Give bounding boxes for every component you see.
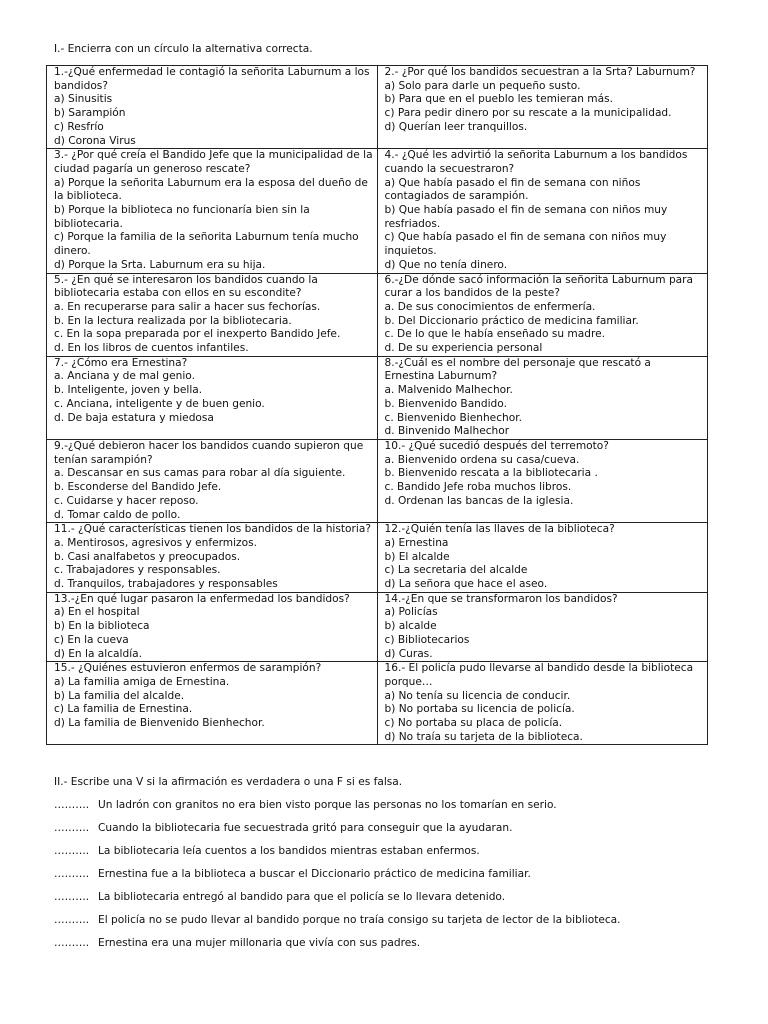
answer-option[interactable]: d. De baja estatura y miedosa [54,411,214,424]
answer-option[interactable]: d) En la alcaldía. [54,647,143,660]
answer-option[interactable]: a. Malvenido Malhechor. [384,384,513,397]
answer-option[interactable]: d. En los libros de cuentos infantiles. [54,342,249,355]
question-cell [47,439,378,522]
answer-option[interactable]: d. De su experiencia personal [384,342,543,355]
statement-item [54,799,714,822]
answer-blank[interactable]: ………. [54,868,90,880]
answer-option[interactable]: b) alcalde [384,620,437,633]
statement-text: La bibliotecaria entregó al bandido para que el policía se lo llevara detenido. [98,891,506,903]
answer-option[interactable]: b) No portaba su licencia de policía. [384,703,575,716]
statement-item [54,914,714,937]
answer-option[interactable]: b) Sarampión [54,107,126,120]
answer-option[interactable]: c. De lo que le había enseñado su madre. [384,328,605,341]
section2-title: II.- Escribe una V si la afirmación es verdadera o una F si es falsa. [54,776,403,788]
question-text: 2.- ¿Por qué los bandidos secuestran a la Srta? Laburnum? [384,66,696,78]
question-text: 1.-¿Qué enfermedad le contagió la señorita Laburnum a los bandidos? [54,66,370,92]
question-text: 7.- ¿Cómo era Ernestina? [54,356,188,369]
answer-option[interactable]: c) No portaba su placa de policía. [384,717,563,730]
answer-blank[interactable]: ………. [54,845,90,857]
answer-option[interactable]: a) Sinusitis [54,93,113,106]
question-cell [377,273,708,356]
question-text: 3.- ¿Por qué creía el Bandido Jefe que la municipalidad de la ciudad pagaría un generoso rescate? [54,149,373,175]
answer-option[interactable]: a. Mentirosos, agresivos y enfermizos. [54,536,257,549]
question-cell [47,273,378,356]
answer-option[interactable]: d. Tranquilos, trabajadores y responsables [54,578,278,591]
question-row [47,662,708,745]
question-cell [377,592,708,662]
question-row [47,592,708,662]
answer-option[interactable]: a. Anciana y de mal genio. [54,370,195,383]
question-cell [47,356,378,439]
answer-option[interactable]: a. Descansar en sus camas para robar al día siguiente. [54,467,346,480]
answer-option[interactable]: c) Resfrío [54,120,104,133]
answer-option[interactable]: d) Curas. [384,647,433,660]
question-text: 12.-¿Quién tenía las llaves de la biblioteca? [384,523,615,536]
answer-option[interactable]: c) La familia de Ernestina. [54,703,193,716]
statement-text: Cuando la bibliotecaria fue secuestrada gritó para conseguir que la ayudaran. [98,822,513,834]
statement-text: El policía no se pudo llevar al bandido porque no traía consigo su tarjeta de lector de la biblioteca. [98,914,621,926]
answer-option[interactable]: b) En la biblioteca [54,620,150,633]
question-cell [377,66,708,149]
answer-option[interactable]: d. Tomar caldo de pollo. [54,508,181,521]
answer-option[interactable]: d. Ordenan las bancas de la iglesia. [384,494,574,507]
answer-option[interactable]: c) En la cueva [54,633,129,646]
answer-option[interactable]: b) Porque la biblioteca no funcionaría bien sin la bibliotecaria. [54,204,310,230]
statement-text: Un ladrón con granitos no era bien visto porque las personas no los tomarían en serio. [98,799,557,811]
question-cell [47,523,378,593]
question-text: 15.- ¿Quiénes estuvieron enfermos de sarampión? [54,662,322,675]
answer-option[interactable]: b. Esconderse del Bandido Jefe. [54,481,222,494]
question-row [47,273,708,356]
answer-option[interactable]: b) Que había pasado el fin de semana con niños muy resfriados. [384,204,668,230]
answer-option[interactable]: d) Corona Virus [54,134,136,147]
question-cell [47,149,378,273]
answer-option[interactable]: b. Del Diccionario práctico de medicina familiar. [384,314,639,327]
answer-option[interactable]: c. Bienvenido Bienhechor. [384,411,522,424]
answer-option[interactable]: b. Bienvenido Bandido. [384,397,507,410]
question-cell [377,523,708,593]
question-text: 8.-¿Cuál es el nombre del personaje que rescató a Ernestina Laburnum? [384,356,651,383]
answer-option[interactable]: b) El alcalde [384,550,450,563]
answer-option[interactable]: d) No traía su tarjeta de la biblioteca. [384,730,583,743]
question-row [47,356,708,439]
answer-option[interactable]: a) No tenía su licencia de conducir. [384,689,571,702]
question-text: 11.- ¿Qué características tienen los bandidos de la historia? [54,523,371,536]
answer-option[interactable]: d) Que no tenía dinero. [384,258,508,271]
section1-title: I.- Encierra con un círculo la alternativa correcta. [54,43,313,55]
answer-option[interactable]: a) La familia amiga de Ernestina. [54,675,230,688]
true-false-list [54,799,714,960]
answer-option[interactable]: b) Para que en el pueblo les temieran más. [384,93,613,106]
answer-blank[interactable]: ………. [54,914,90,926]
question-cell [377,149,708,273]
question-text: 6.-¿De dónde sacó información la señorita Laburnum para curar a los bandidos de la peste? [384,273,694,300]
answer-option[interactable]: d. Binvenido Malhechor [384,425,510,438]
answer-option[interactable]: a) Porque la señorita Laburnum era la esposa del dueño de la biblioteca. [54,176,368,203]
statement-item [54,937,714,960]
question-text: 4.- ¿Qué les advirtió la señorita Laburnum a los bandidos cuando la secuestraron? [384,149,688,175]
statement-text: Ernestina fue a la biblioteca a buscar el Diccionario práctico de medicina familiar. [98,868,531,880]
answer-option[interactable]: c. En la sopa preparada por el inexperto Bandido Jefe. [54,328,341,341]
answer-option[interactable]: d) Querían leer tranquillos. [384,120,528,133]
question-cell [377,662,708,745]
answer-option[interactable]: a. En recuperarse para salir a hacer sus fechorías. [54,300,321,313]
answer-blank[interactable]: ………. [54,799,90,811]
answer-option[interactable]: a. Bienvenido ordena su casa/cueva. [384,453,580,466]
answer-blank[interactable]: ………. [54,937,90,949]
question-text: 9.-¿Qué debieron hacer los bandidos cuando supieron que tenían sarampión? [54,439,364,466]
answer-option[interactable]: c) Porque la familia de la señorita Laburnum tenía mucho dinero. [54,231,359,258]
answer-option[interactable]: a) Solo para darle un pequeño susto. [384,79,581,92]
answer-option[interactable]: c. Anciana, inteligente y de buen genio. [54,397,265,410]
answer-option[interactable]: d) Porque la Srta. Laburnum era su hija. [54,258,266,271]
answer-option[interactable]: a) Policías [384,606,438,619]
statement-item [54,868,714,891]
statement-text: La bibliotecaria leía cuentos a los bandidos mientras estaban enfermos. [98,845,480,857]
answer-option[interactable]: d) La señora que hace el aseo. [384,578,548,591]
answer-blank[interactable]: ………. [54,891,90,903]
answer-blank[interactable]: ………. [54,822,90,834]
statement-text: Ernestina era una mujer millonaria que vivía con sus padres. [98,937,421,949]
statement-item [54,891,714,914]
answer-option[interactable]: a) En el hospital [54,606,140,619]
question-text: 5.- ¿En qué se interesaron los bandidos cuando la bibliotecaria estaba con ellos en su escondite? [54,273,318,300]
question-cell [377,356,708,439]
answer-option[interactable]: b. Bienvenido rescata a la bibliotecaria . [384,467,598,480]
question-cell [47,66,378,149]
question-row [47,439,708,522]
question-row [47,149,708,273]
question-text: 14.-¿En que se transformaron los bandidos? [384,592,618,605]
questions-table [46,65,708,745]
statement-item [54,845,714,868]
answer-option[interactable]: c) Para pedir dinero por su rescate a la municipalidad. [384,107,672,120]
answer-option[interactable]: a. De sus conocimientos de enfermería. [384,300,596,313]
answer-option[interactable]: b. Inteligente, joven y bella. [54,384,203,397]
question-cell [377,439,708,522]
question-text: 13.-¿En qué lugar pasaron la enfermedad los bandidos? [54,592,350,605]
question-row [47,523,708,593]
answer-option[interactable]: b) La familia del alcalde. [54,689,185,702]
question-text: 10.- ¿Qué sucedió después del terremoto? [384,439,609,452]
answer-option[interactable]: b. Casi analfabetos y preocupados. [54,550,241,563]
answer-option[interactable]: d) La familia de Bienvenido Bienhechor. [54,717,265,730]
question-text: 16.- El policía pudo llevarse al bandido desde la biblioteca porque… [384,662,694,688]
question-cell [47,592,378,662]
question-row [47,66,708,149]
statement-item [54,822,714,845]
answer-option[interactable]: c. Bandido Jefe roba muchos libros. [384,481,572,494]
answer-option[interactable]: b. En la lectura realizada por la bibliotecaria. [54,314,292,327]
answer-option[interactable]: c) Bibliotecarios [384,633,470,646]
answer-option[interactable]: c. Trabajadores y responsables. [54,564,221,577]
answer-option[interactable]: c) La secretaria del alcalde [384,564,528,577]
answer-option[interactable]: c) Que había pasado el fin de semana con niños muy inquietos. [384,231,667,258]
answer-option[interactable]: a) Que había pasado el fin de semana con niños contagiados de sarampión. [384,176,641,203]
answer-option[interactable]: c. Cuidarse y hacer reposo. [54,494,199,507]
answer-option[interactable]: a) Ernestina [384,536,449,549]
question-cell [47,662,378,745]
